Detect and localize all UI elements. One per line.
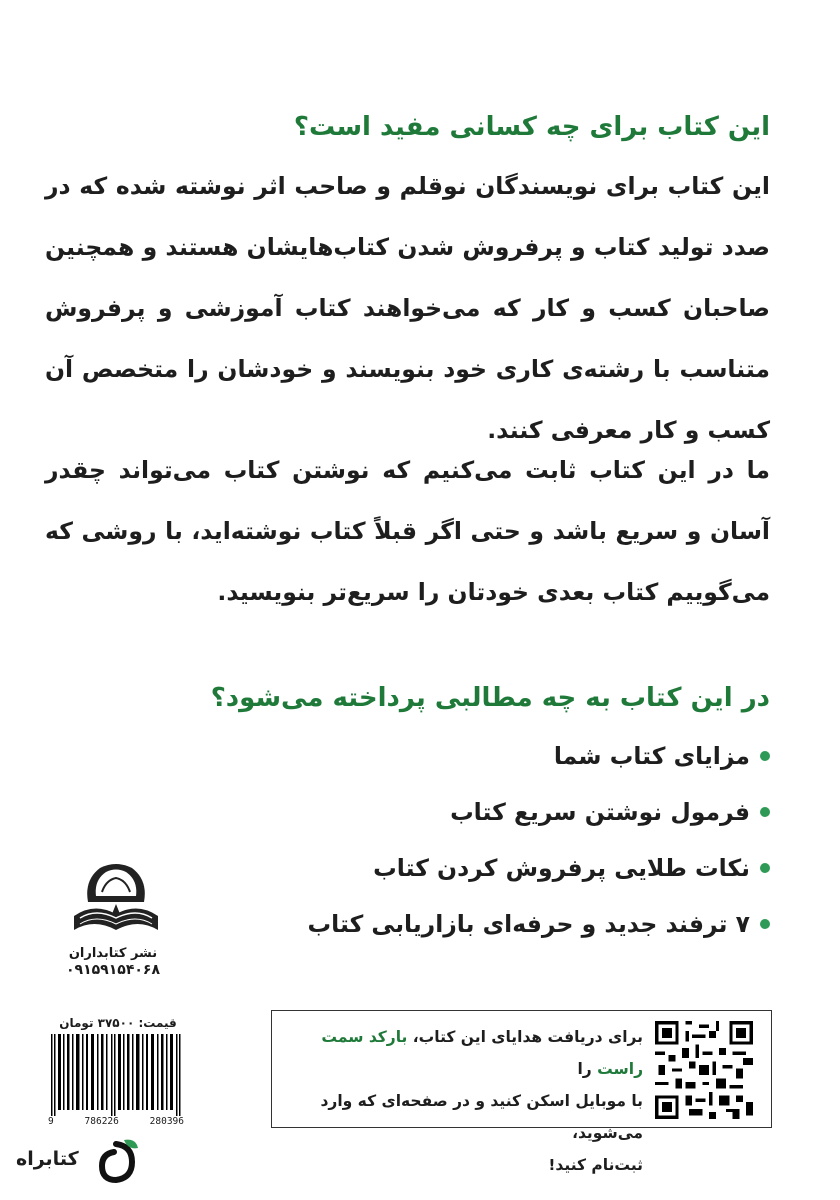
list-item: ۷ ترفند جدید و حرفه‌ای بازاریابی کتاب <box>300 896 770 952</box>
section-heading-audience: این کتاب برای چه کسانی مفید است؟ <box>293 112 770 142</box>
promise-paragraph: ما در این کتاب ثابت می‌کنیم که نوشتن کتاب می‌تواند چقدر آسان و سریع باشد و حتی اگر قبلاً کتاب نوشته‌اید، با روشی که می‌گوییم کتاب بعدی خودتان را سریع‌تر بنویسید. <box>45 456 770 606</box>
qr-line-1: برای دریافت هدایای این کتاب، بارکد سمت راست را <box>321 1028 643 1078</box>
qr-instructions <box>280 1021 643 1181</box>
brand-name: کتابراه <box>16 1148 79 1170</box>
open-book-emblem-icon <box>66 858 166 948</box>
list-item: فرمول نوشتن سریع کتاب <box>300 784 770 840</box>
barcode-digits: 9 786226 280396 <box>48 1116 184 1127</box>
bullet-icon <box>760 807 770 817</box>
list-item: نکات طلایی پرفروش کردن کتاب <box>300 840 770 896</box>
audience-paragraph: این کتاب برای نویسندگان نوقلم و صاحب اثر نوشته شده که در صدد تولید کتاب و پرفروش شدن کتاب‌هایشان هستند و همچنین صاحبان کسب و کار که می‌خواهند کتاب آموزشی و پرفروش متناسب با رشته‌ی کاری خود بنویسند و خودشان را متخصص آن کسب و کار معرفی کنند. <box>45 172 770 444</box>
publisher-phone: ۰۹۱۵۹۱۵۴۰۶۸ <box>66 962 160 978</box>
qr-notice-box <box>271 1010 772 1174</box>
publisher-name: نشر کتابداران <box>68 946 158 961</box>
bullet-icon <box>760 751 770 761</box>
topics-list <box>300 728 770 952</box>
section-heading-topics: در این کتاب به چه مطالبی پرداخته می‌شود؟ <box>210 683 770 713</box>
barcode-icon <box>48 1034 184 1116</box>
qr-line-3: ثبت‌نام کنید! <box>548 1156 643 1174</box>
bullet-icon <box>760 863 770 873</box>
bullet-icon <box>760 919 770 929</box>
qr-line-2: با موبایل اسکن کنید و در صفحه‌ای که وارد می‌شوید، <box>320 1092 643 1142</box>
price-label: قیمت: ۳۷۵۰۰ تومان <box>59 1016 177 1030</box>
list-item: مزایای کتاب شما <box>300 728 770 784</box>
qr-code-icon[interactable] <box>655 1021 753 1119</box>
qr-highlight: بارکد سمت راست <box>321 1028 643 1078</box>
